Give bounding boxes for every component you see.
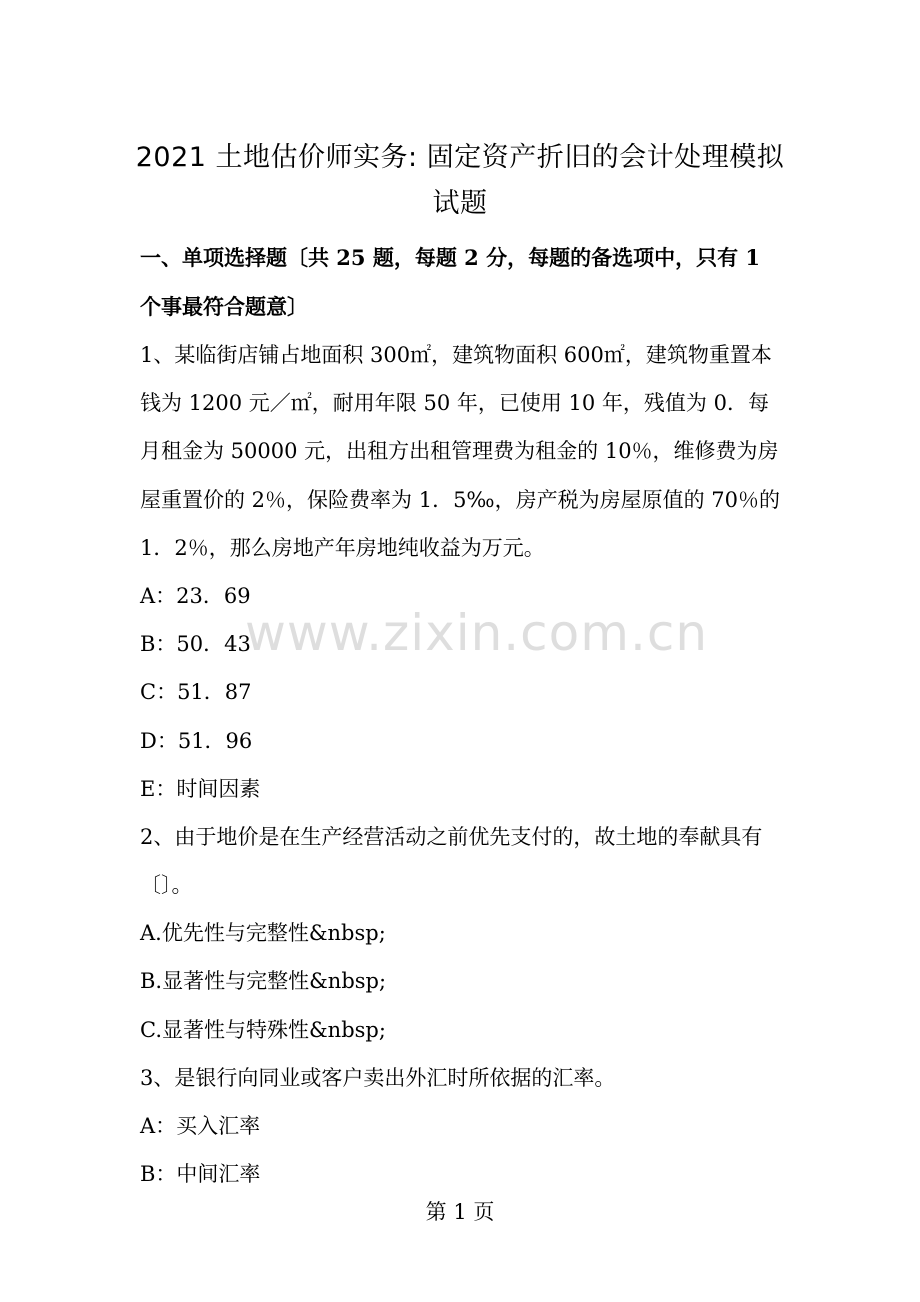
section-heading-line-1: 一、单项选择题〔共 25 题，每题 2 分，每题的备选项中，只有 1 [140, 245, 761, 270]
page-number-footer: 第 1 页 [425, 1200, 495, 1224]
question-2-line-2: 〔〕。 [140, 873, 193, 897]
watermark: www.zixin.com.cn [245, 604, 709, 662]
question-1-option-b: B：50．43 [140, 632, 251, 656]
question-3-line-1: 3、是银行向同业或客户卖出外汇时所依据的汇率。 [140, 1066, 616, 1090]
document-title-line-2: 试题 [432, 188, 488, 219]
question-2-option-c: C.显著性与特殊性&nbsp; [140, 1018, 386, 1042]
question-1-line-5: 1．2％，那么房地产年房地纯收益为万元。 [140, 536, 545, 560]
question-2-line-1: 2、由于地价是在生产经营活动之前优先支付的，故土地的奉献具有 [140, 825, 763, 849]
question-1-line-3: 月租金为 50000 元，出租方出租管理费为租金的 10％，维修费为房 [140, 439, 779, 463]
question-2-option-a: A.优先性与完整性&nbsp; [140, 921, 386, 945]
question-1-line-1: 1、某临街店铺占地面积 300㎡，建筑物面积 600㎡，建筑物重置本 [140, 343, 772, 367]
question-1-option-c: C：51．87 [140, 680, 252, 704]
question-1-option-e: E：时间因素 [140, 777, 261, 801]
question-1-option-a: A：23．69 [140, 584, 251, 608]
question-1-option-d: D：51．96 [140, 729, 253, 753]
question-1-line-4: 屋重置价的 2％，保险费率为 1．5‰，房产税为房屋原值的 70％的 [140, 488, 781, 512]
question-3-option-a: A：买入汇率 [140, 1114, 261, 1138]
section-heading-line-2: 个事最符合题意〕 [140, 294, 308, 319]
question-3-option-b: B：中间汇率 [140, 1162, 261, 1186]
document-title-line-1: 2021 土地估价师实务: 固定资产折旧的会计处理模拟 [135, 142, 785, 173]
question-1-line-2: 钱为 1200 元／㎡，耐用年限 50 年，已使用 10 年，残值为 0．每 [140, 391, 769, 415]
question-2-option-b: B.显著性与完整性&nbsp; [140, 969, 387, 993]
